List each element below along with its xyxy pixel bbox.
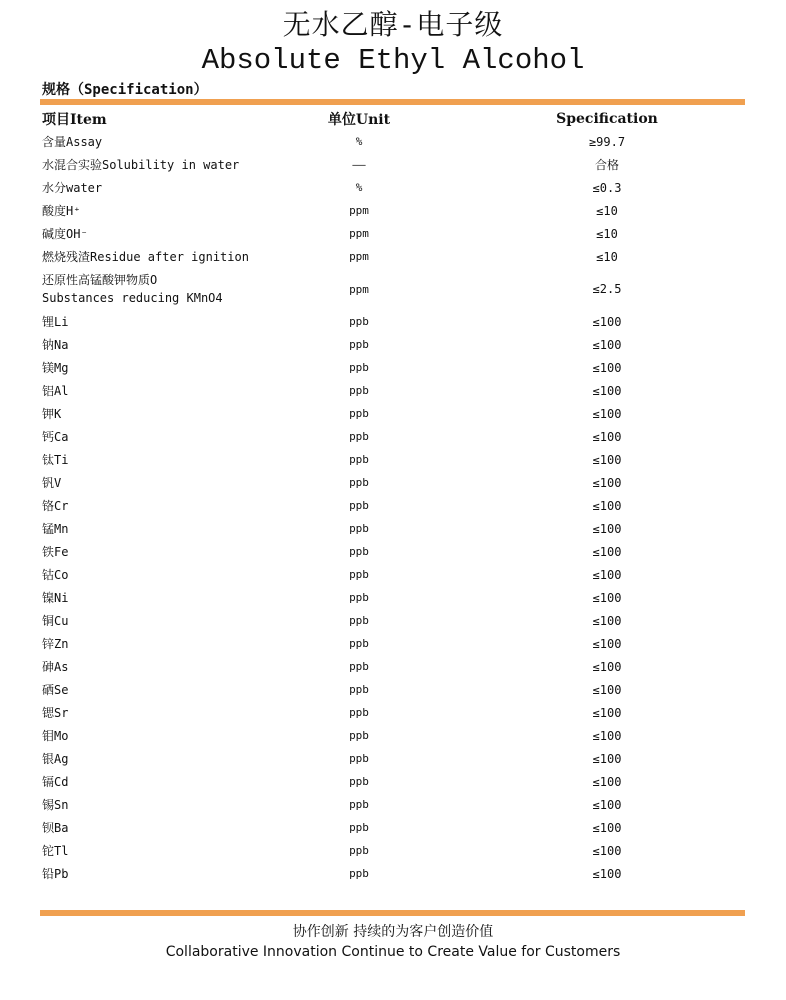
row-spec: ≤100	[592, 613, 622, 628]
row-unit: ppb	[349, 637, 369, 650]
row-unit: ppb	[349, 522, 369, 535]
row-item: 铜Cu	[42, 614, 69, 628]
table-row	[42, 333, 745, 356]
row-item: 铁Fe	[42, 545, 69, 559]
row-item: 铝Al	[42, 384, 69, 398]
specification-label: 规格（Specification）	[42, 82, 208, 98]
row-unit: %	[355, 135, 363, 148]
row-spec: ≤100	[592, 659, 622, 674]
row-spec: ≤100	[592, 360, 622, 375]
row-spec: ≤100	[592, 682, 622, 697]
row-spec: ≤10	[596, 203, 618, 218]
row-item: 钴Co	[42, 568, 69, 582]
table-row	[42, 310, 745, 333]
table-row	[42, 268, 745, 310]
row-item: 钛Ti	[42, 453, 69, 467]
table-row	[42, 839, 745, 862]
table-row	[42, 770, 745, 793]
row-spec: ≤100	[592, 429, 622, 444]
row-unit: ppb	[349, 821, 369, 834]
row-spec: ≤100	[592, 843, 622, 858]
row-item: 锰Mn	[42, 522, 69, 536]
row-spec: ≤100	[592, 406, 622, 421]
table-row	[42, 176, 745, 199]
row-unit: ppb	[349, 729, 369, 742]
row-unit: ——	[352, 158, 366, 171]
row-unit: ppb	[349, 591, 369, 604]
row-unit: ppb	[349, 683, 369, 696]
row-item: 锡Sn	[42, 798, 69, 812]
top-accent-bar	[40, 99, 745, 105]
row-spec: ≥99.7	[588, 134, 626, 149]
table-row	[42, 609, 745, 632]
row-unit: ppb	[349, 775, 369, 788]
header-item: 项目Item	[42, 112, 107, 128]
row-spec: ≤100	[592, 636, 622, 651]
row-item: 钡Ba	[42, 821, 69, 835]
row-item: 镉Cd	[42, 775, 69, 789]
row-spec: ≤10	[596, 249, 618, 264]
header-unit: 单位Unit	[327, 112, 391, 128]
table-row	[42, 793, 745, 816]
row-unit: ppb	[349, 338, 369, 351]
row-item: 含量Assay	[42, 135, 103, 149]
row-spec: 合格	[594, 158, 619, 172]
row-item: 硒Se	[42, 683, 69, 697]
table-row	[42, 517, 745, 540]
table-row	[42, 563, 745, 586]
row-spec: ≤100	[592, 797, 622, 812]
table-row	[42, 540, 745, 563]
table-row	[42, 356, 745, 379]
table-row	[42, 586, 745, 609]
row-item: 钠Na	[42, 338, 69, 352]
row-item: 钙Ca	[42, 430, 69, 444]
header-spec: Specification	[556, 111, 658, 127]
row-unit: ppb	[349, 361, 369, 374]
row-unit: ppb	[349, 614, 369, 627]
row-unit: ppm	[349, 250, 369, 263]
row-spec: ≤100	[592, 314, 622, 329]
row-unit: ppb	[349, 844, 369, 857]
row-item: 水混合实验Solubility in water	[42, 158, 240, 172]
row-unit: ppb	[349, 706, 369, 719]
row-item: 铊Tl	[42, 844, 69, 858]
table-row	[42, 678, 745, 701]
row-spec: ≤100	[592, 521, 622, 536]
row-item: 钾K	[42, 407, 62, 421]
row-unit: ppb	[349, 545, 369, 558]
row-unit: ppb	[349, 752, 369, 765]
row-item: 镍Ni	[42, 591, 69, 605]
row-spec: ≤100	[592, 820, 622, 835]
table-row	[42, 862, 745, 885]
row-item: 砷As	[42, 660, 69, 674]
row-item: 锌Zn	[42, 637, 69, 651]
row-item: 燃烧残渣Residue after ignition	[42, 250, 249, 264]
row-unit: %	[355, 181, 363, 194]
table-row	[42, 494, 745, 517]
table-row	[42, 448, 745, 471]
table-row	[42, 379, 745, 402]
table-row	[42, 245, 745, 268]
table-row	[42, 747, 745, 770]
row-spec: ≤10	[596, 226, 618, 241]
row-spec: ≤100	[592, 383, 622, 398]
row-spec: ≤100	[592, 728, 622, 743]
table-row	[42, 153, 745, 176]
title-english: Absolute Ethyl Alcohol	[201, 44, 585, 77]
table-header-row	[42, 108, 745, 130]
row-unit: ppb	[349, 476, 369, 489]
row-spec: ≤100	[592, 751, 622, 766]
row-item: 银Ag	[42, 752, 69, 766]
row-unit: ppb	[349, 499, 369, 512]
row-unit: ppb	[349, 384, 369, 397]
row-spec: ≤100	[592, 705, 622, 720]
row-unit: ppb	[349, 407, 369, 420]
table-row	[42, 471, 745, 494]
row-item: 锂Li	[42, 315, 69, 329]
row-spec: ≤0.3	[592, 180, 622, 195]
table-row	[42, 701, 745, 724]
row-spec: ≤2.5	[592, 282, 622, 296]
table-row	[42, 130, 745, 153]
row-item: 还原性高锰酸钾物质O Substances reducing KMnO4	[42, 273, 223, 305]
footer-slogan-english: Collaborative Innovation Continue to Create Value for Customers	[165, 944, 621, 960]
row-spec: ≤100	[592, 774, 622, 789]
table-body	[42, 130, 745, 885]
row-item: 水分water	[42, 181, 103, 195]
row-unit: ppm	[349, 204, 369, 217]
row-unit: ppb	[349, 867, 369, 880]
row-item: 镁Mg	[42, 361, 69, 375]
row-item: 铬Cr	[42, 499, 69, 513]
row-unit: ppb	[349, 660, 369, 673]
row-spec: ≤100	[592, 866, 622, 881]
row-unit: ppb	[349, 430, 369, 443]
row-spec: ≤100	[592, 590, 622, 605]
row-unit: ppb	[349, 453, 369, 466]
row-spec: ≤100	[592, 544, 622, 559]
row-spec: ≤100	[592, 452, 622, 467]
row-item: 锶Sr	[42, 706, 69, 720]
specification-table	[42, 108, 745, 885]
row-unit: ppb	[349, 798, 369, 811]
row-spec: ≤100	[592, 337, 622, 352]
footer-slogan-chinese: 协作创新 持续的为客户创造价值	[292, 924, 494, 940]
row-item: 铅Pb	[42, 867, 69, 881]
table-row	[42, 199, 745, 222]
row-unit: ppm	[349, 282, 369, 296]
row-spec: ≤100	[592, 475, 622, 490]
table-row	[42, 222, 745, 245]
row-item: 碱度OH⁻	[42, 227, 88, 241]
row-item: 钒V	[42, 476, 62, 490]
bottom-accent-bar	[40, 910, 745, 916]
table-row	[42, 402, 745, 425]
row-unit: ppm	[349, 227, 369, 240]
table-row	[42, 724, 745, 747]
row-spec: ≤100	[592, 567, 622, 582]
row-spec: ≤100	[592, 498, 622, 513]
row-item: 酸度H⁺	[42, 204, 81, 218]
table-row	[42, 816, 745, 839]
table-row	[42, 425, 745, 448]
table-row	[42, 655, 745, 678]
row-unit: ppb	[349, 315, 369, 328]
table-row	[42, 632, 745, 655]
row-unit: ppb	[349, 568, 369, 581]
title-chinese: 无水乙醇-电子级	[282, 8, 504, 41]
row-item: 钼Mo	[42, 729, 69, 743]
